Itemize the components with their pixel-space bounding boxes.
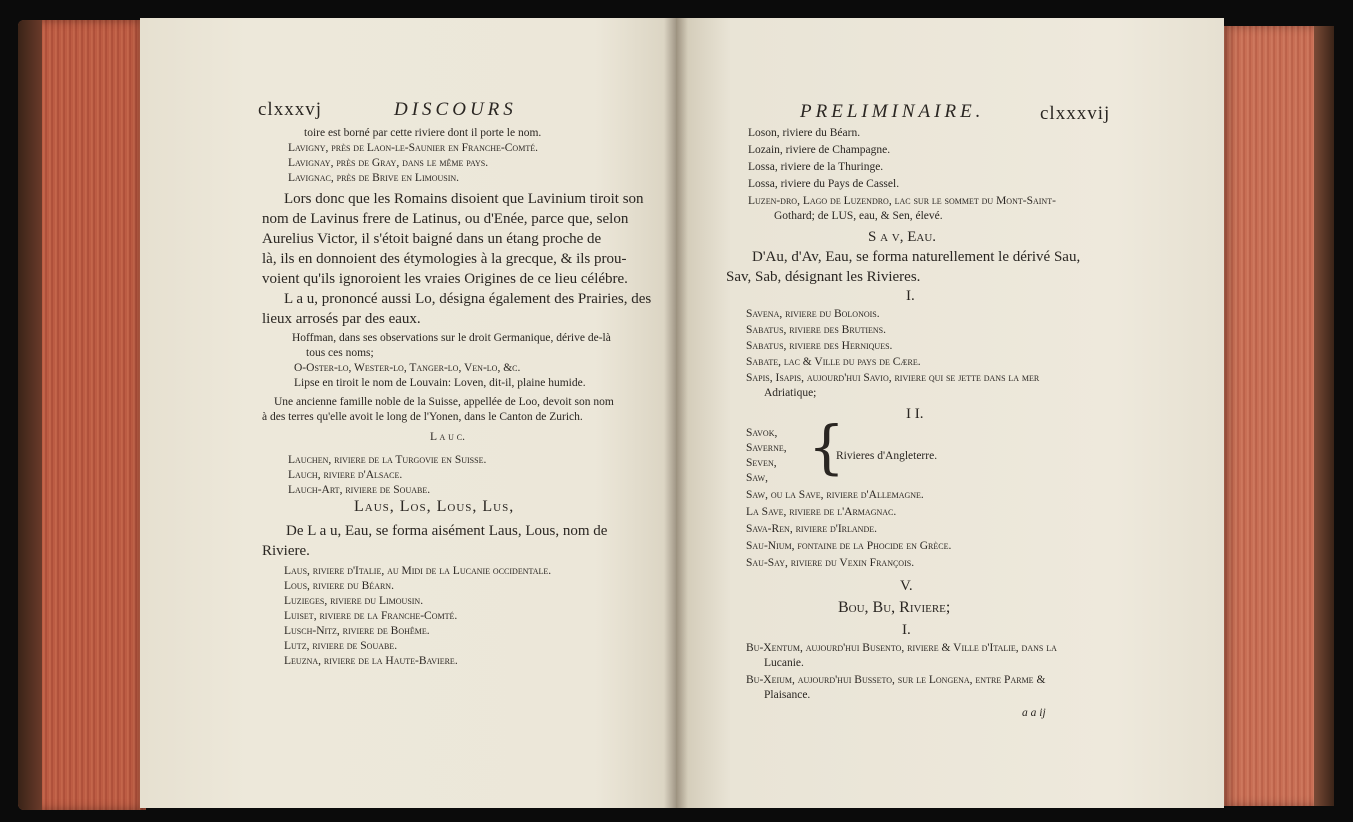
text-line: L a u, prononcé aussi Lo, désigna également des Prairies, des <box>284 291 652 307</box>
text-line: La Save, riviere de l'Armagnac. <box>746 506 897 518</box>
text-line: De L a u, Eau, se forma aisément Laus, Lous, nom de <box>286 523 608 539</box>
text-line: Sav, Sab, désignant les Rivieres. <box>726 269 921 285</box>
text-line: Lossa, riviere de la Thuringe. <box>748 161 884 173</box>
text-line: Lavigny, près de Laon-le-Saunier en Franche-Comté. <box>288 142 538 154</box>
text-line: lieux arrosés par des eaux. <box>262 311 421 327</box>
text-line: là, ils en donnoient des étymologies à la grecque, & ils prou- <box>262 251 627 267</box>
text-line: voient qu'ils ignoroient les vraies Origines de ce lieu célébre. <box>262 271 628 287</box>
text-line: Saw, <box>746 472 768 484</box>
section-heading: Laus, Los, Lous, Lus, <box>354 498 515 515</box>
text-line: Lavignay, près de Gray, dans le même pays. <box>288 157 489 169</box>
text-line: Seven, <box>746 457 777 469</box>
right-page-edges <box>1222 26 1334 806</box>
text-line: Lous, riviere du Béarn. <box>284 580 394 592</box>
text-line: Adriatique; <box>764 387 817 399</box>
curly-brace-icon: { <box>808 413 845 481</box>
text-line: Lauch-Art, riviere de Souabe. <box>288 484 431 496</box>
text-line: Loson, riviere du Béarn. <box>748 127 861 139</box>
text-line: Une ancienne famille noble de la Suisse, appellée de Loo, devoit son nom <box>274 396 614 408</box>
section-heading: S a v, Eau. <box>868 229 937 245</box>
text-line: Leuzna, riviere de la Haute-Baviere. <box>284 655 458 667</box>
section-heading: Bou, Bu, Riviere; <box>838 599 951 616</box>
right-folio: clxxxvij <box>1040 103 1111 124</box>
text-line: Lauch, riviere d'Alsace. <box>288 469 403 481</box>
text-line: Luiset, riviere de la Franche-Comté. <box>284 610 458 622</box>
section-number: I. <box>902 622 911 638</box>
text-line: Aurelius Victor, il s'étoit baigné dans un étang proche de <box>262 231 602 247</box>
text-line: Luzen-dro, Lago de Luzendro, lac sur le sommet du Mont-Saint- <box>748 195 1056 207</box>
text-line: Sabate, lac & Ville du pays de Cære. <box>746 356 921 368</box>
section-number: V. <box>900 578 913 594</box>
text-line: Sabatus, riviere des Herniques. <box>746 340 893 352</box>
text-line: Savena, riviere du Bolonois. <box>746 308 880 320</box>
section-heading: L a u c. <box>430 431 465 443</box>
text-line: nom de Lavinus frere de Latinus, ou d'Enée, parce que, selon <box>262 211 629 227</box>
text-line: Lucanie. <box>764 657 804 669</box>
text-line: Luzieges, riviere du Limousin. <box>284 595 424 607</box>
text-line: Sau-Say, riviere du Vexin François. <box>746 557 915 569</box>
text-line: à des terres qu'elle avoit le long de l'Yonen, dans le Canton de Zurich. <box>262 411 583 423</box>
text-line: Sava-Ren, riviere d'Irlande. <box>746 523 878 535</box>
text-line: Lutz, riviere de Souabe. <box>284 640 398 652</box>
text-line: Sau-Nium, fontaine de la Phocide en Grèce. <box>746 540 952 552</box>
text-line: Lipse en tiroit le nom de Louvain: Loven, dit-il, plaine humide. <box>294 377 586 389</box>
text-line: Lusch-Nitz, riviere de Bohême. <box>284 625 430 637</box>
text-line: Sapis, Isapis, aujourd'hui Savio, riviere qui se jette dans la mer <box>746 372 1040 384</box>
text-line: Sabatus, riviere des Brutiens. <box>746 324 886 336</box>
signature-mark: a a ij <box>1022 707 1046 719</box>
text-line: Saw, ou la Save, riviere d'Allemagne. <box>746 489 924 501</box>
section-number: I. <box>906 288 915 304</box>
text-line: Gothard; de LUS, eau, & Sen, élevé. <box>774 210 943 222</box>
text-line: Lozain, riviere de Champagne. <box>748 144 891 156</box>
text-line: Laus, riviere d'Italie, au Midi de la Lucanie occidentale. <box>284 565 552 577</box>
section-number: I I. <box>906 406 924 422</box>
text-line: Lossa, riviere du Pays de Cassel. <box>748 178 900 190</box>
text-line: Lors donc que les Romains disoient que Lavinium tiroit son <box>284 191 644 207</box>
text-line: Riviere. <box>262 543 310 559</box>
text-line: Bu-Xeium, aujourd'hui Busseto, sur le Longena, entre Parme & <box>746 674 1046 686</box>
text-line: Hoffman, dans ses observations sur le droit Germanique, dérive de-là <box>292 332 611 344</box>
book-gutter <box>664 18 688 808</box>
text-line: Plaisance. <box>764 689 811 701</box>
left-running-title: DISCOURS <box>394 99 517 120</box>
text-line: D'Au, d'Av, Eau, se forma naturellement le dérivé Sau, <box>752 249 1081 265</box>
text-line: Savok, <box>746 427 778 439</box>
right-running-title: PRELIMINAIRE. <box>800 101 985 122</box>
left-folio: clxxxvj <box>258 99 322 120</box>
text-line: toire est borné par cette riviere dont il porte le nom. <box>304 127 542 139</box>
text-line: Saverne, <box>746 442 787 454</box>
left-page-edges <box>18 20 146 810</box>
text-line: O-Oster-lo, Wester-lo, Tanger-lo, Ven-lo, &c. <box>294 362 521 374</box>
text-line: Rivieres d'Angleterre. <box>836 450 938 462</box>
text-line: Lavignac, près de Brive en Limousin. <box>288 172 460 184</box>
text-line: tous ces noms; <box>306 347 374 359</box>
text-line: Lauchen, riviere de la Turgovie en Suisse. <box>288 454 487 466</box>
text-line: Bu-Xentum, aujourd'hui Busento, riviere & Ville d'Italie, dans la <box>746 642 1057 654</box>
